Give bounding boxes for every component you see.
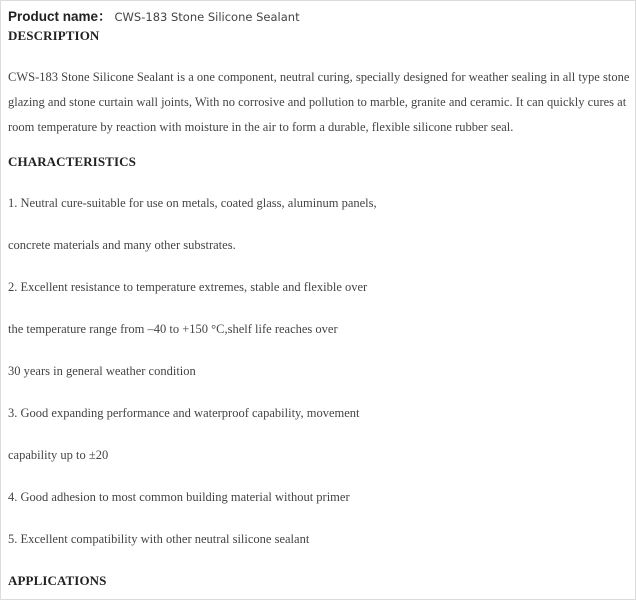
description-text: CWS-183 Stone Silicone Sealant is a one component, neutral curing, specially designed for weather sealing in all type stone glazing and stone curtain wall joints, With no corrosive and pollution to marble, granite and ceramic. It can quickly cures at room temperature by reaction with moisture in the air to form a durable, flexible silicone rubber seal. — [8, 70, 630, 134]
characteristic-line: 2. Excellent resistance to temperature extremes, stable and flexible over — [8, 280, 368, 294]
characteristic-line: capability up to ±20 — [8, 448, 109, 462]
product-name-value: CWS-183 Stone Silicone Sealant — [114, 10, 300, 24]
characteristic-line: 3. Good expanding performance and waterproof capability, movement — [8, 406, 360, 420]
characteristic-line: 30 years in general weather condition — [8, 364, 196, 378]
characteristics-heading: CHARACTERISTICS — [8, 154, 136, 169]
characteristic-line: the temperature range from –40 to +150 °C,shelf life reaches over — [8, 322, 338, 336]
characteristic-line: concrete materials and many other substrates. — [8, 238, 236, 252]
description-heading: DESCRIPTION — [8, 28, 100, 43]
characteristic-line: 1. Neutral cure-suitable for use on metals, coated glass, aluminum panels, — [8, 196, 377, 210]
applications-heading: APPLICATIONS — [8, 573, 107, 588]
characteristic-line: 5. Excellent compatibility with other neutral silicone sealant — [8, 532, 310, 546]
product-name-label: Product name： — [8, 9, 112, 24]
product-name-row — [8, 5, 300, 26]
characteristic-line: 4. Good adhesion to most common building material without primer — [8, 490, 350, 504]
